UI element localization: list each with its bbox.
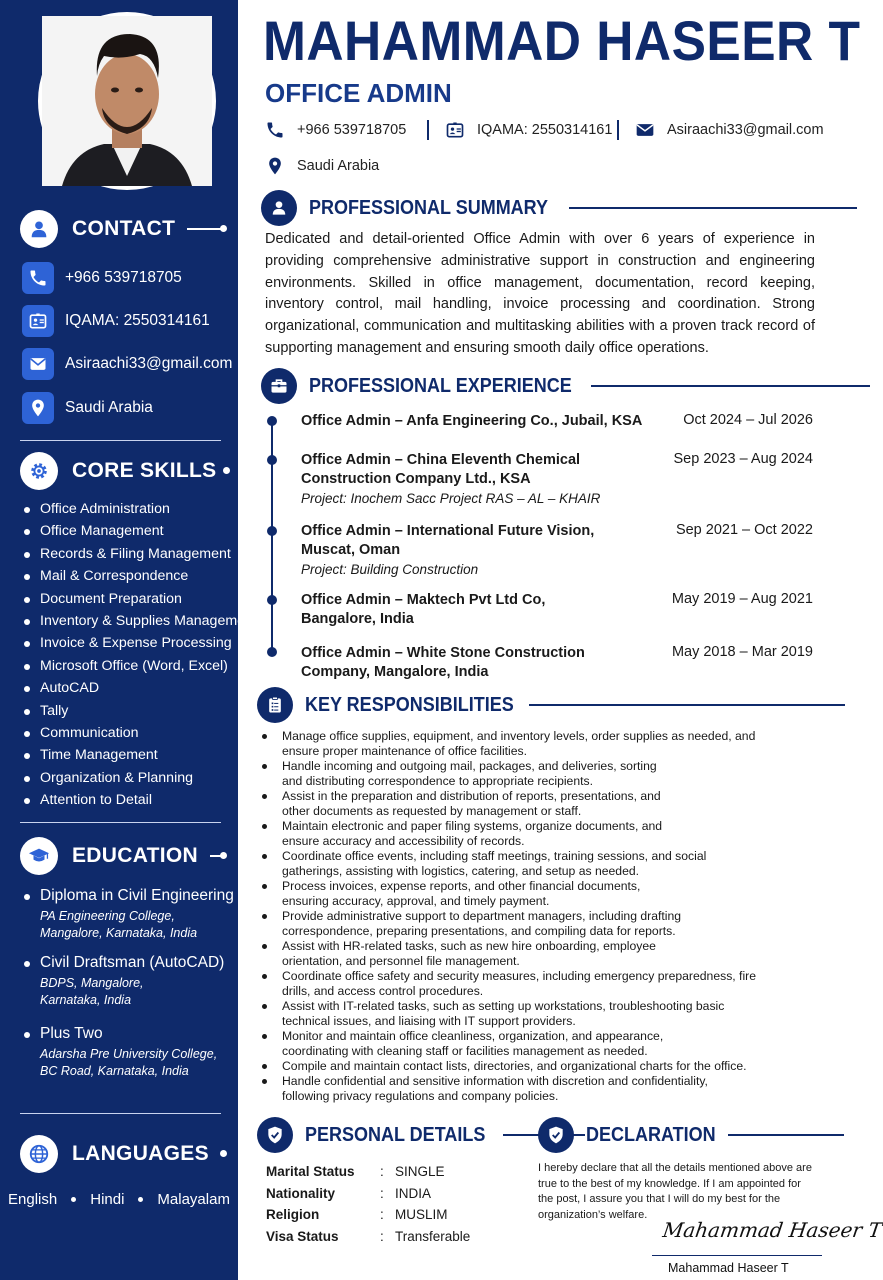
divider [20,440,221,441]
skill-item: Organization & Planning [22,767,257,789]
divider [20,822,221,823]
timeline-dot [267,647,277,657]
language-item: Hindi [90,1191,125,1208]
personal-key: Visa Status [266,1228,339,1244]
heading-rule [569,207,857,209]
job-entry [301,644,813,682]
responsibility-item: Coordinate office events, including staff meetings, training sessions, and social gatherings, assisting with logistics, catering, and setup as needed. [262,849,742,879]
language-item: English [8,1191,58,1208]
skill-item: Mail & Correspondence [22,565,257,587]
education-item [22,954,224,1008]
person-icon [20,210,58,248]
responsibility-item: Provide administrative support to department managers, including drafting correspondence, preparing presentations, and compiling data for reports. [262,909,722,939]
skill-item: Records & Filing Management [22,543,257,565]
responsibility-item: Manage office supplies, equipment, and inventory levels, order supplies as needed, and ensure proper maintenance of office facilities. [262,729,762,759]
declaration-text: I hereby declare that all the details mentioned above are true to the best of my knowledge. If I am appointed for the post, I assure you that I will do my best for the organization’s welfare. [538,1162,812,1221]
personal-title: PERSONAL DETAILS [305,1123,486,1146]
personal-row [266,1183,470,1205]
personal-row [266,1226,470,1248]
gear-icon [20,452,58,490]
shield-check-icon [538,1117,574,1153]
separator [617,120,619,140]
contact-heading [20,210,225,248]
mail-icon [22,348,54,380]
header-iqama [445,120,612,140]
colon: : [380,1185,384,1201]
contact-title: CONTACT [72,217,176,240]
responsibility-item: Assist with IT-related tasks, such as setting up workstations, troubleshooting basic technical issues, and liaising with IT support providers. [262,999,732,1029]
personal-value: Transferable [395,1228,471,1244]
personal-heading [257,1117,585,1153]
declaration-title: DECLARATION [586,1123,716,1146]
iqama-text: IQAMA: 2550314161 [65,312,210,329]
personal-row [266,1204,470,1226]
job-entry [301,591,813,629]
education-title: EDUCATION [72,844,198,867]
heading-rule [187,228,225,230]
heading-rule [591,385,870,387]
globe-icon [20,1135,58,1173]
responsibility-item: Handle confidential and sensitive information with discretion and confidentiality, following privacy regulations and company policies. [262,1074,752,1104]
sidebar-email[interactable] [22,348,232,380]
responsibilities-list [262,729,822,1104]
job-dates: Oct 2024 – Jul 2026 [683,412,813,428]
job-project: Project: Inochem Sacc Project RAS – AL – KHAIR [301,491,601,506]
summary-text: Dedicated and detail-oriented Office Admin with over 6 years of experience in providing comprehensive administrative support in construction and engineering environments. Skilled in office management, documentation, record keeping, inventory control, mail handling, invoice processing and coordination. Strong organizational, communication and multitasking abilities with a proven track record of supporting management and ensuring smooth daily office operations. [265,231,815,356]
job-entry [301,451,813,508]
responsibility-item: Monitor and maintain office cleanliness, organization, and appearance, coordinating with cleaning staff or facilities management as needed. [262,1029,712,1059]
sidebar-iqama [22,305,210,337]
education-institution: PA Engineering College, [40,909,175,923]
summary-title: PROFESSIONAL SUMMARY [309,196,549,219]
job-project: Project: Building Construction [301,562,479,577]
languages-heading [20,1135,225,1173]
briefcase-icon [261,368,297,404]
education-location: Mangalore, Karnataka, India [40,925,198,940]
education-institution: Adarsha Pre University College, [40,1047,218,1061]
phone-text: +966 539718705 [65,269,182,286]
separator-dot [71,1197,76,1202]
location-icon [22,392,54,424]
phone-text: +966 539718705 [297,122,407,138]
colon: : [380,1228,384,1244]
personal-details-table [266,1161,470,1247]
job-entry [301,522,813,579]
responsibility-item: Handle incoming and outgoing mail, packages, and deliveries, sorting and distributing correspondence to appropriate recipients. [262,759,672,789]
education-item [22,887,234,941]
job-dates: Sep 2021 – Oct 2022 [675,522,813,538]
education-location: BC Road, Karnataka, India [40,1063,189,1078]
personal-value: SINGLE [395,1164,445,1179]
responsibility-item: Coordinate office safety and security measures, including emergency preparedness, fire drills, and access control procedures. [262,969,772,999]
sidebar-phone[interactable] [22,262,182,294]
header-email[interactable] [635,120,824,140]
timeline-dot [267,526,277,536]
personal-key: Nationality [266,1185,336,1201]
sidebar-location [22,392,153,424]
location-text: Saudi Arabia [297,158,380,174]
skill-item: Inventory & Supplies Management [22,610,257,632]
timeline-dot [267,416,277,426]
colon: : [380,1164,384,1179]
skill-item: Tally [22,700,257,722]
skill-item: Invoice & Expense Processing [22,632,257,654]
responsibilities-title: KEY RESPONSIBILITIES [305,693,514,716]
phone-icon [265,120,285,140]
header-location [265,156,379,176]
languages-list [0,1191,238,1208]
heading-rule [728,1134,844,1136]
responsibility-item: Compile and maintain contact lists, directories, and organizational charts for the office. [262,1059,802,1074]
responsibility-item: Process invoices, expense reports, and other financial documents, ensuring accuracy, approval, and timely payment. [262,879,682,909]
experience-title: PROFESSIONAL EXPERIENCE [309,374,572,397]
experience-heading [261,368,870,404]
signature: Mahammad Haseer T [661,1218,883,1242]
personal-key: Religion [266,1207,320,1222]
education-location: Karnataka, India [40,992,132,1007]
responsibilities-heading [257,687,845,723]
summary-heading [261,190,857,226]
email-text: Asiraachi33@gmail.com [667,122,824,138]
skill-item: Microsoft Office (Word, Excel) [22,655,257,677]
timeline-dot [267,455,277,465]
heading-rule [221,1153,225,1155]
job-title: Office Admin – China Eleventh Chemical Construction Company Ltd., KSA [301,452,581,487]
job-title: Office Admin – Maktech Pvt Ltd Co, Bangalore, India [301,592,546,627]
iqama-text: IQAMA: 2550314161 [477,122,613,138]
divider [20,1113,221,1114]
skills-heading [20,452,225,490]
phone-icon [22,262,54,294]
skills-title: CORE SKILLS [72,459,217,482]
job-title: Office Admin – International Future Vision, Muscat, Oman [301,523,595,558]
skill-item: Office Administration [22,498,257,520]
responsibility-item: Maintain electronic and paper filing systems, organize documents, and ensure accuracy and accessibility of records. [262,819,682,849]
job-title: Office Admin – White Stone Construction Company, Mangalore, India [301,645,585,680]
clipboard-icon [257,687,293,723]
shield-check-icon [257,1117,293,1153]
heading-rule [529,704,845,706]
header-phone[interactable] [265,120,406,140]
skills-list [22,498,257,811]
email-text: Asiraachi33@gmail.com [65,355,233,372]
language-item: Malayalam [157,1191,230,1208]
education-degree: Diploma in Civil Engineering [22,887,234,905]
skill-item: Attention to Detail [22,789,257,811]
location-icon [265,156,285,176]
skill-item: AutoCAD [22,677,257,699]
person-icon [261,190,297,226]
timeline-dot [267,595,277,605]
separator-dot [138,1197,143,1202]
languages-title: LANGUAGES [72,1142,209,1165]
skill-item: Document Preparation [22,588,257,610]
sidebar [0,0,257,1280]
signature-line [652,1255,822,1256]
heading-rule [210,855,225,857]
education-degree: Plus Two [22,1025,217,1043]
responsibility-item: Assist with HR-related tasks, such as new hire onboarding, employee orientation, and personnel file management. [262,939,692,969]
personal-value: INDIA [395,1185,432,1201]
education-degree: Civil Draftsman (AutoCAD) [22,954,224,972]
education-item [22,1025,217,1079]
job-dates: May 2019 – Aug 2021 [671,591,813,607]
personal-value: MUSLIM [395,1207,448,1222]
skill-item: Office Management [22,520,257,542]
graduation-cap-icon [20,837,58,875]
job-dates: May 2018 – Mar 2019 [671,644,813,660]
job-entry [301,412,813,431]
job-title: Office Admin – Anfa Engineering Co., Jubail, KSA [301,413,643,429]
mail-icon [635,120,655,140]
responsibility-item: Assist in the preparation and distribution of reports, presentations, and other documents as requested by management or staff. [262,789,682,819]
signed-name: Mahammad Haseer T [668,1261,789,1275]
education-institution: BDPS, Mangalore, [40,976,144,990]
job-dates: Sep 2023 – Aug 2024 [673,451,813,467]
id-card-icon [445,120,465,140]
personal-key: Marital Status [266,1164,355,1179]
separator [427,120,429,140]
colon: : [380,1207,384,1222]
declaration-heading [538,1117,844,1153]
location-text: Saudi Arabia [65,399,153,416]
profile-photo [38,12,216,190]
education-heading [20,837,225,875]
id-card-icon [22,305,54,337]
candidate-name: MAHAMMAD HASEER T [263,9,861,72]
personal-row [266,1161,470,1183]
skill-item: Time Management [22,744,257,766]
candidate-role: OFFICE ADMIN [265,78,452,108]
skill-item: Communication [22,722,257,744]
